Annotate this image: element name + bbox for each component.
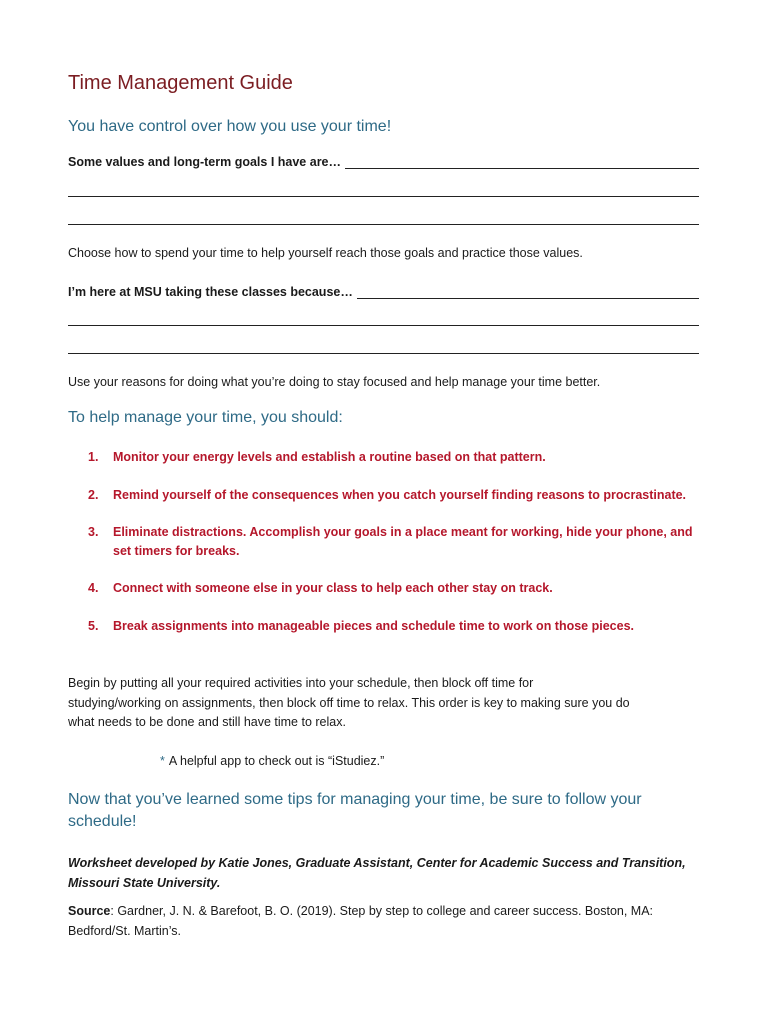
- tip-number: 2.: [88, 488, 99, 502]
- schedule-line: what needs to be done and still have time to relax.: [68, 715, 346, 729]
- tips-heading: To help manage your time, you should:: [68, 409, 343, 426]
- asterisk-icon: *: [160, 754, 165, 768]
- tip-item: [88, 448, 700, 467]
- credit-paragraph: [68, 853, 718, 893]
- app-note-text: A helpful app to check out is “iStudiez.”: [168, 754, 385, 768]
- goals-label: Some values and long-term goals I have are…: [68, 155, 342, 169]
- goals-answer-line[interactable]: [345, 156, 699, 169]
- tip-text: Remind yourself of the consequences when you catch yourself finding reasons to procrastinate.: [113, 488, 687, 502]
- tip-number: 1.: [88, 450, 99, 464]
- tip-text: Eliminate distractions. Accomplish your goals in a place meant for working, hide your phone, and set timers for breaks.: [113, 525, 693, 558]
- tip-item: [88, 523, 700, 561]
- source-line: [68, 901, 718, 921]
- schedule-paragraph: [68, 674, 718, 733]
- control-subheading: You have control over how you use your time!: [68, 118, 392, 135]
- source-label: Source: [68, 904, 111, 918]
- msu-answer-line[interactable]: [357, 286, 699, 299]
- tip-item: [88, 486, 700, 505]
- tip-item: [88, 617, 700, 636]
- goals-answer-line-3[interactable]: [68, 224, 699, 225]
- tip-text: Monitor your energy levels and establish a routine based on that pattern.: [113, 450, 546, 464]
- schedule-line: Begin by putting all your required activities into your schedule, then block off time for: [68, 676, 534, 690]
- tip-number: 5.: [88, 619, 99, 633]
- source-text: : Gardner, J. N. & Barefoot, B. O. (2019). Step by step to college and career success. Boston, MA:: [110, 904, 654, 918]
- msu-answer-line-2[interactable]: [68, 325, 699, 326]
- choose-text: Choose how to spend your time to help yourself reach those goals and practice those values.: [68, 246, 583, 260]
- tip-text: Connect with someone else in your class to help each other stay on track.: [113, 581, 553, 595]
- msu-answer-line-3[interactable]: [68, 353, 699, 354]
- goals-answer-line-2[interactable]: [68, 196, 699, 197]
- tip-number: 3.: [88, 525, 99, 539]
- tip-number: 4.: [88, 581, 99, 595]
- msu-fill-row: [68, 285, 699, 299]
- app-note: [160, 754, 384, 768]
- tips-list: [88, 448, 700, 636]
- schedule-line: studying/working on assignments, then block off time to relax. This order is key to making sure you do: [68, 695, 630, 710]
- credit-line: Missouri State University.: [68, 876, 221, 890]
- tip-text: Break assignments into manageable pieces and schedule time to work on those pieces.: [113, 619, 634, 633]
- source-paragraph: [68, 901, 718, 941]
- page-title: Time Management Guide: [68, 72, 293, 94]
- reasons-text: Use your reasons for doing what you’re doing to stay focused and help manage your time better.: [68, 375, 601, 389]
- source-line: Bedford/St. Martin’s.: [68, 924, 182, 938]
- msu-label: I’m here at MSU taking these classes because…: [68, 285, 353, 299]
- goals-fill-row: [68, 155, 699, 169]
- tip-item: [88, 579, 700, 598]
- credit-line: Worksheet developed by Katie Jones, Graduate Assistant, Center for Academic Success and Transition,: [68, 856, 686, 870]
- closing-heading: Now that you’ve learned some tips for managing your time, be sure to follow your schedule!: [68, 791, 642, 830]
